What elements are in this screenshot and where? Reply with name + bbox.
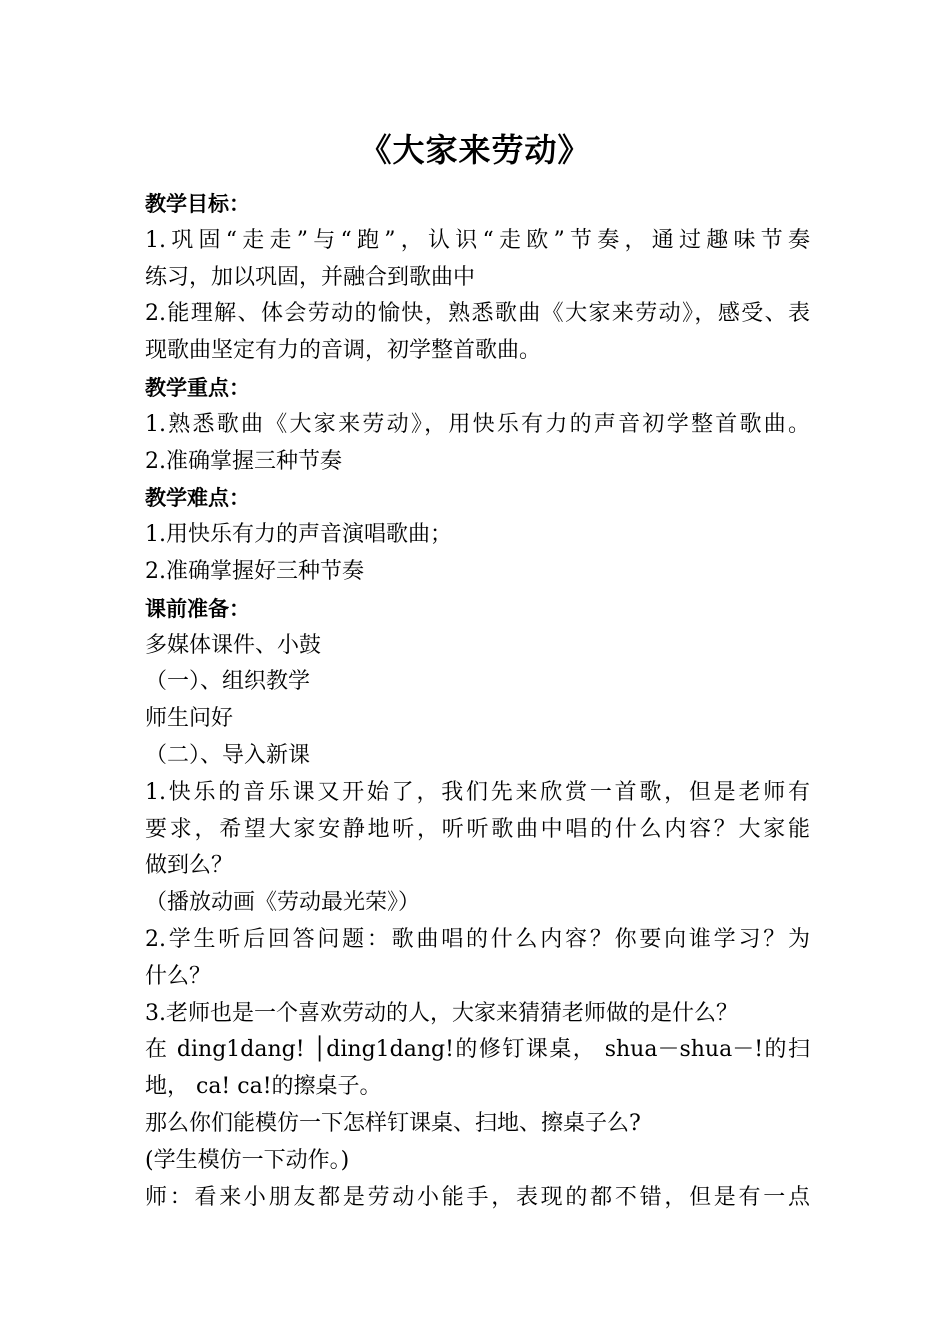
paragraph-line: 现歌曲坚定有力的音调，初学整首歌曲。 <box>145 338 542 364</box>
paragraph-line: 做到么？ <box>145 853 234 879</box>
paragraph-line: 1.快乐的音乐课又开始了，我们先来欣赏一首歌，但是老师有 <box>145 779 810 805</box>
section-heading: 教学目标： <box>145 192 250 216</box>
paragraph-line: （二）、导入新课 <box>145 742 311 768</box>
paragraph-line: （播放动画《劳动最光荣》） <box>145 890 421 916</box>
paragraph-line: 地， ca! ca!的擦桌子。 <box>145 1074 382 1100</box>
paragraph-line: 练习，加以巩固，并融合到歌曲中 <box>145 264 476 290</box>
section-heading: 课前准备： <box>145 596 250 621</box>
paragraph-line: 师：看来小朋友都是劳动小能手，表现的都不错，但是有一点 <box>145 1184 810 1210</box>
paragraph-line: 那么你们能模仿一下怎样钉课桌、扫地、擦桌子么? <box>145 1110 641 1136</box>
paragraph-line: 多媒体课件、小鼓 <box>145 632 322 658</box>
paragraph-line: 1.熟悉歌曲《大家来劳动》，用快乐有力的声音初学整首歌曲。 <box>145 411 810 437</box>
paragraph-line: 什么？ <box>145 963 212 989</box>
paragraph-line: 2.学生听后回答问题：歌曲唱的什么内容？你要向谁学习？为 <box>145 926 810 952</box>
paragraph-line: （一）、组织教学 <box>145 669 311 695</box>
paragraph-line: 3.老师也是一个喜欢劳动的人，大家来猜猜老师做的是什么？ <box>145 1000 738 1026</box>
document-body <box>145 186 810 1216</box>
paragraph-line: (学生模仿一下动作。) <box>145 1147 350 1173</box>
paragraph-line: 1.巩固“走走”与“跑”，认识“走欧”节奏，通过趣味节奏 <box>145 227 810 253</box>
paragraph-line: 2.准确掌握好三种节奏 <box>145 558 364 584</box>
paragraph-line: 在 ding1dang! │ding1dang!的修钉课桌， shua－shua－!的扫 <box>145 1037 810 1063</box>
document-title: 《大家来劳动》 <box>359 131 591 169</box>
section-heading: 教学重点： <box>145 375 250 400</box>
paragraph-line: 2.准确掌握三种节奏 <box>145 448 342 474</box>
paragraph-line: 师生问好 <box>145 706 234 732</box>
section-heading: 教学难点： <box>145 486 250 511</box>
paragraph-line: 要求，希望大家安静地听，听听歌曲中唱的什么内容？大家能 <box>145 816 810 842</box>
paragraph-line: 2.能理解、体会劳动的愉快，熟悉歌曲《大家来劳动》，感受、表 <box>145 301 810 327</box>
paragraph-line: 1.用快乐有力的声音演唱歌曲； <box>145 522 452 548</box>
